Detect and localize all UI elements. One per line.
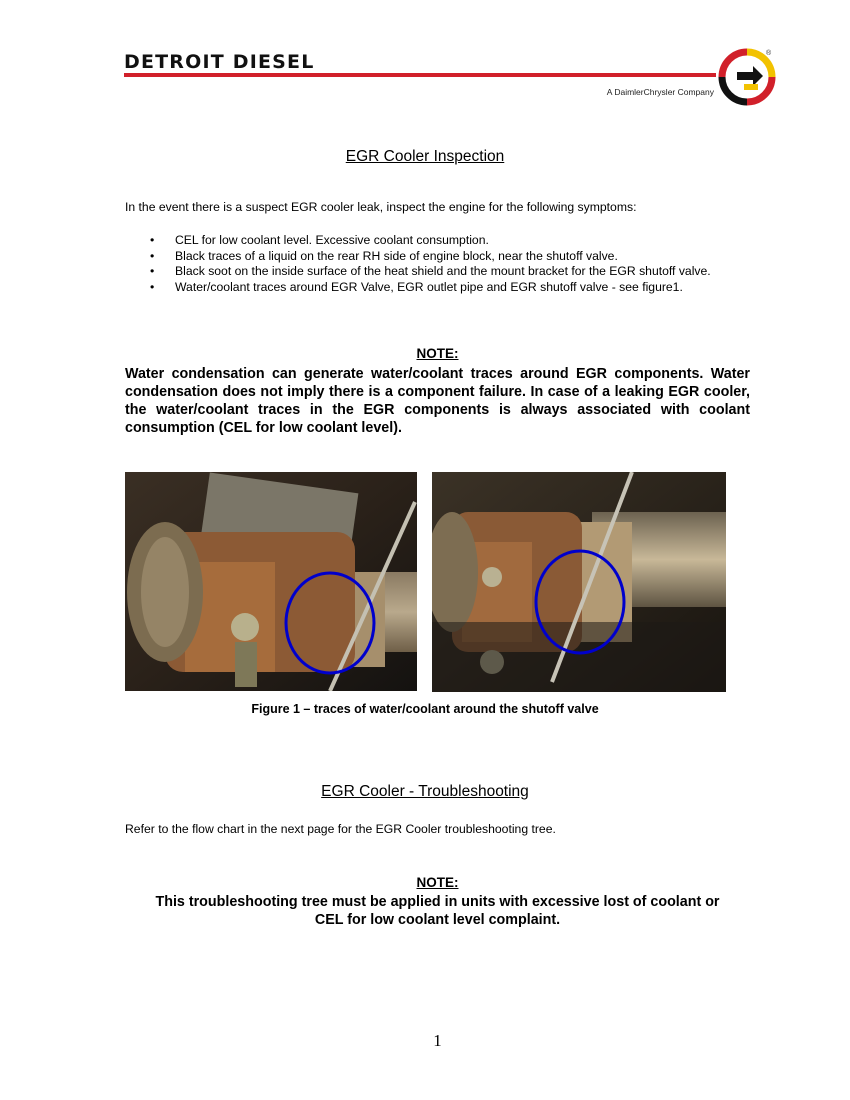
- refer-paragraph: Refer to the flow chart in the next page for the EGR Cooler troubleshooting tree.: [125, 822, 556, 836]
- note-line: CEL for low coolant level complaint.: [314, 912, 561, 928]
- section-title-inspection: EGR Cooler Inspection: [345, 148, 505, 165]
- company-tagline: A DaimlerChrysler Company: [606, 87, 714, 97]
- note-label: NOTE:: [416, 346, 459, 361]
- note-text: Water condensation can generate water/coolant traces around EGR components. Water condensation does not imply there is a component failure. In case of a leaking EGR cooler, the water/coolant traces in the EGR components is always associated with coolant consumption (CEL for low coolant level).: [125, 366, 750, 436]
- brand-wordmark: DETROIT DIESEL: [124, 51, 315, 73]
- note-label: NOTE:: [416, 875, 459, 890]
- page-number: 1: [433, 1031, 442, 1050]
- list-item: • Black soot on the inside surface of the heat shield and the mount bracket for the EGR shutoff valve.: [150, 264, 750, 280]
- symptom-list: [150, 233, 750, 295]
- photo-shutoff-valve-left: [125, 472, 417, 691]
- note-line: This troubleshooting tree must be applied in units with excessive lost of coolant or: [155, 894, 720, 910]
- section-title-troubleshooting: EGR Cooler - Troubleshooting: [321, 783, 529, 800]
- intro-paragraph: In the event there is a suspect EGR cooler leak, inspect the engine for the following symptoms:: [125, 200, 637, 214]
- list-item: • Water/coolant traces around EGR Valve, EGR outlet pipe and EGR shutoff valve - see figure1.: [150, 280, 750, 296]
- list-item: • CEL for low coolant level. Excessive coolant consumption.: [150, 233, 750, 249]
- registered-mark: ®: [766, 50, 772, 57]
- figure-caption: Figure 1 – traces of water/coolant around the shutoff valve: [251, 702, 599, 716]
- photo-shutoff-valve-right: [432, 472, 726, 692]
- note-text: [0, 893, 850, 929]
- header-rule: [124, 73, 716, 77]
- list-item: • Black traces of a liquid on the rear RH side of engine block, near the shutoff valve.: [150, 249, 750, 265]
